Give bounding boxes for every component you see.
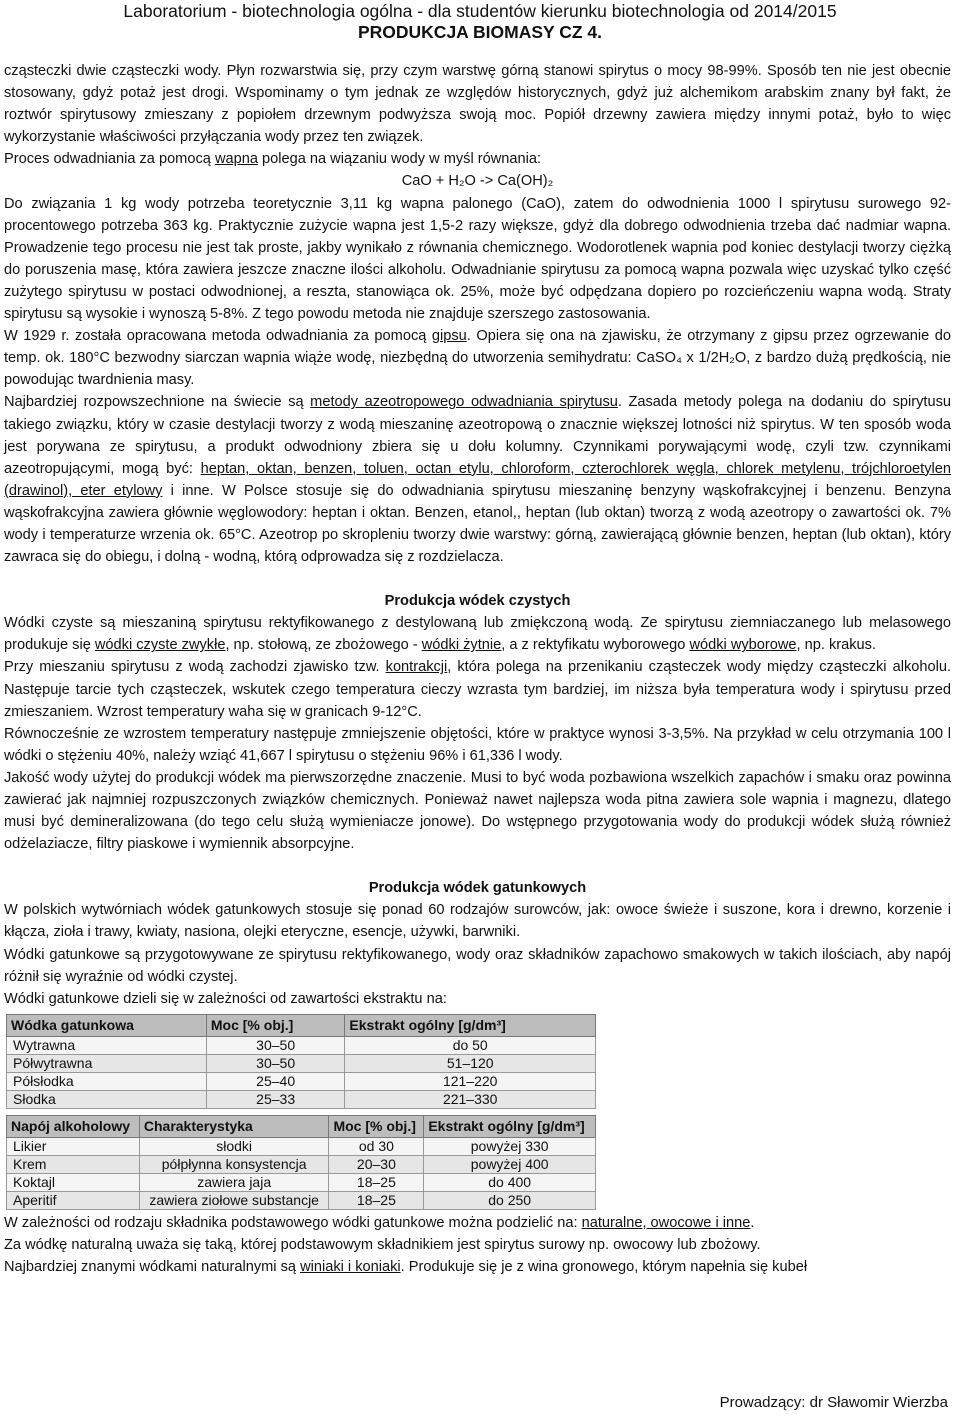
paragraph-gypsum xyxy=(4,325,951,391)
link-wodki-wyborowe[interactable]: wódki wyborowe xyxy=(689,637,797,654)
table-row xyxy=(7,1090,596,1108)
paragraph-azeotropic xyxy=(4,391,951,568)
page-header xyxy=(0,0,960,43)
table-vodka-extract xyxy=(6,1014,596,1109)
paragraph-raw-materials: W polskich wytwórniach wódek gatunkowych stosuje się ponad 60 rodzajów surowców, jak: owoce świeże i suszone, kora i drewno, korzenie i kłącza, zioła i trawy, kwiaty, nasiona, olejki eteryczne, esencje, używki, barwniki. xyxy=(4,902,951,941)
table-cell: 30–50 xyxy=(206,1054,345,1072)
text-fragment: . xyxy=(750,1214,755,1231)
link-wodki-zytnie[interactable]: wódki żytnie xyxy=(421,637,502,654)
table-cell: Słodka xyxy=(7,1090,207,1108)
text-fragment: W zależności od rodzaju składnika podstawowego wódki gatunkowe można podzielić na: xyxy=(4,1214,582,1231)
table-cell: 25–33 xyxy=(206,1090,345,1108)
table-header-cell: Moc [% obj.] xyxy=(206,1014,345,1036)
table-header-cell: Napój alkoholowy xyxy=(7,1115,140,1137)
table-row xyxy=(7,1173,596,1191)
text-fragment: polega na wiązaniu wody w myśl równania: xyxy=(257,151,542,168)
text-fragment: Najbardziej znanymi wódkami naturalnymi są xyxy=(4,1259,301,1276)
link-kontrakcji[interactable]: kontrakcji xyxy=(385,659,448,676)
paragraph-lime-details: Do związania 1 kg wody potrzeba teoretycznie 3,11 kg wapna palonego (CaO), zatem do odwodnienia 1000 l spirytusu surowego 92-procentowego potrzeba 363 kg. Praktycznie zużycie wapna jest 1,5-2 razy większe, gdyż dla dobrego odwodnienia trzeba dać nadmiar wapna. Prowadzenie tego procesu nie jest tak proste, jakby wynikało z równania chemicznego. Wodorotlenek wapnia pod koniec destylacji tworzy ciężką do poruszenia masę, która zawiera jeszcze znaczne ilości alkoholu. Odwadnianie spirytusu za pomocą wapna pozwala więc uzyskać tylko część zużytego spirytusu w postaci odwodnionej, a reszta, stanowiąca ok. 25%, może być odpędzana dopiero po rozcieńczeniu wapna wodą. Straty spirytusu są wysokie i wynoszą 5-8%. Z tego powodu metoda nie znajduje szerszego zastosowania. xyxy=(4,195,951,323)
table-cell: powyżej 330 xyxy=(424,1137,596,1155)
table-row xyxy=(7,1054,596,1072)
paragraph-preparation: Wódki gatunkowe są przygotowywane ze spirytusu rektyfikowanego, wody oraz składników zapachowo smakowych w takich ilościach, aby napój różnił się wyraźnie od wódki czystej. xyxy=(4,946,951,985)
table-header-row xyxy=(7,1115,596,1137)
text-fragment: Proces odwadniania za pomocą xyxy=(4,151,215,168)
spacer xyxy=(4,568,951,590)
paragraph-brandy xyxy=(4,1256,951,1278)
paragraph-lime-intro xyxy=(4,148,951,170)
table-cell: 221–330 xyxy=(345,1090,596,1108)
table-cell: 30–50 xyxy=(206,1036,345,1054)
table-cell: 25–40 xyxy=(206,1072,345,1090)
table-cell: 18–25 xyxy=(329,1173,424,1191)
section-title-pure-vodka: Produkcja wódek czystych xyxy=(384,593,571,610)
table-cell: półpłynna konsystencja xyxy=(139,1155,329,1173)
chemical-equation: CaO + H₂O -> Ca(OH)₂ xyxy=(401,173,554,190)
table-cell: Półwytrawna xyxy=(7,1054,207,1072)
table-cell: zawiera ziołowe substancje xyxy=(139,1191,329,1209)
table-header-row xyxy=(7,1014,596,1036)
text-fragment: Najbardziej rozpowszechnione na świecie są xyxy=(4,394,311,411)
table-header-cell: Ekstrakt ogólny [g/dm³] xyxy=(424,1115,596,1137)
text-fragment: . Zasada metody polega na dodaniu do spirytusu takiego związku, który w czasie destylacji tworzy z wodą mieszaninę azeotropową o znacznie większej lotności niż spirytus. W ten sposób woda jest porywana ze spirytusu, a produkt odwodniony zbiera się u dołu kolumny. Czynnikami porywającymi wodę, czyli tzw. czynnikami azeotropującymi, mogą być: xyxy=(4,394,951,477)
table-row xyxy=(7,1036,596,1054)
header-topic-title: PRODUKCJA BIOMASY CZ 4. xyxy=(357,22,603,42)
page-footer-author: Prowadzący: dr Sławomir Wierzba xyxy=(719,1394,948,1411)
text-fragment: , np. krakus. xyxy=(796,637,877,654)
table-cell: 20–30 xyxy=(329,1155,424,1173)
table-cell: Koktajl xyxy=(7,1173,140,1191)
link-wapna[interactable]: wapna xyxy=(214,151,258,168)
link-wodki-czyste-zwykle[interactable]: wódki czyste zwykłe xyxy=(94,637,226,654)
table-cell: Aperitif xyxy=(7,1191,140,1209)
table-row xyxy=(7,1191,596,1209)
table-cell: do 250 xyxy=(424,1191,596,1209)
document-body xyxy=(4,60,951,1278)
table-cell: Półsłodka xyxy=(7,1072,207,1090)
paragraph-vodka-types xyxy=(4,1212,951,1234)
text-fragment: , np. stołową, ze zbożowego - xyxy=(225,637,422,654)
text-fragment: , która polega na przenikaniu cząsteczek wody między cząsteczki alkoholu. Następuje tarcie tych cząsteczek, wskutek czego temperatura cieczy wzrasta tym bardziej, im niższa była temperatura wody i spirytusu przed zmieszaniem. Wzrost temperatury waha się w granicach 9-12°C. xyxy=(4,659,951,720)
table-cell: zawiera jaja xyxy=(139,1173,329,1191)
table-row xyxy=(7,1072,596,1090)
table-row xyxy=(7,1137,596,1155)
text-fragment: , a z rektyfikatu wyborowego xyxy=(501,637,690,654)
section-title-flavoured-vodka: Produkcja wódek gatunkowych xyxy=(368,880,587,897)
table-cell: 18–25 xyxy=(329,1191,424,1209)
table-cell: do 400 xyxy=(424,1173,596,1191)
table-cell: Krem xyxy=(7,1155,140,1173)
text-fragment: Wódki czyste są mieszaniną spirytusu rektyfikowanego z destylowaną lub zmiękczoną wodą. Ze spirytusu ziemniaczanego lub melasowego produkuje się xyxy=(4,615,951,654)
text-fragment: W 1929 r. została opracowana metoda odwadniania za pomocą xyxy=(4,328,432,345)
text-fragment: Przy mieszaniu spirytusu z wodą zachodzi zjawisko tzw. xyxy=(4,659,386,676)
table-header-cell: Wódka gatunkowa xyxy=(7,1014,207,1036)
table-row xyxy=(7,1155,596,1173)
paragraph-potash: cząsteczki dwie cząsteczki wody. Płyn rozwarstwia się, przy czym warstwę górną stanowi spirytus o mocy 98-99%. Sposób ten nie jest obecnie stosowany, gdyż potaż jest drogi. Wspominamy o tym jednak ze względów historycznych, gdyż już alchemikom arabskim znany był fakt, że roztwór spirytusowy zmieszany z popiołem drzewnym podwyższa swoją moc. Popiół drzewny zawiera między innymi potaż, było to więc wykorzystanie właściwości przyłączania wody przez ten związek. xyxy=(4,63,951,146)
table-cell: powyżej 400 xyxy=(424,1155,596,1173)
table-header-cell: Charakterystyka xyxy=(139,1115,329,1137)
text-fragment: i inne. W Polsce stosuje się do odwadniania spirytusu mieszaninę benzyny wąskofrakcyjnej i benzenu. Benzyna wąskofrakcyjna zawiera głównie węglowodory: heptan i oktan. Benzen, etanol,, heptan (lub oktan) tworzą z wodą azeotropy o zawartości ok. 7% wody i temperaturze wrzenia ok. 65°C. Azeotrop po skropleniu tworzy dwie warstwy: górną, zawierającą głównie benzen, heptan (lub oktan), który zawraca się do obiegu, i dolną - wodną, którą odprowadza się z rozdzielacza. xyxy=(4,482,951,566)
table-cell: 121–220 xyxy=(345,1072,596,1090)
paragraph-volume-reduction: Równocześnie ze wzrostem temperatury następuje zmniejszenie objętości, które w praktyce wynosi 3-3,5%. Na przykład w celu otrzymania 100 l wódki o stężeniu 40%, należy wziąć 41,667 l spirytusu o stężeniu 96% i 61,336 l wody. xyxy=(4,725,951,764)
table-cell: od 30 xyxy=(329,1137,424,1155)
table-cell: Likier xyxy=(7,1137,140,1155)
paragraph-contraction xyxy=(4,656,951,722)
link-gipsu[interactable]: gipsu xyxy=(431,328,467,345)
paragraph-water-quality: Jakość wody użytej do produkcji wódek ma pierwszorzędne znaczenie. Musi to być woda pozbawiona wszelkich zapachów i smaku oraz powinna zawierać jak najmniej rozpuszczonych związków chemicznych. Ponieważ nawet najlepsza woda pitna zawiera sole wapnia i magnezu, dlatego musi być demineralizowana (do tego celu służą wymieniacze jonowe). Do wstępnego przygotowania wody do produkcji wódek służą również odżelaziacze, filtry piaskowe i wymiennik absorpcyjne. xyxy=(4,769,951,853)
link-winiaki-koniaki[interactable]: winiaki i koniaki xyxy=(300,1259,401,1276)
paragraph-pure-vodka xyxy=(4,612,951,656)
table-cell: 51–120 xyxy=(345,1054,596,1072)
table-header-cell: Moc [% obj.] xyxy=(329,1115,424,1137)
link-azeotropic-methods[interactable]: metody azeotropowego odwadniania spirytusu xyxy=(310,394,618,411)
spacer xyxy=(4,855,951,877)
table-cell: Wytrawna xyxy=(7,1036,207,1054)
link-azeotropic-agents[interactable]: heptan, oktan, benzen, toluen, octan etylu, chloroform, czterochlorek węgla, chlorek metylenu, trójchloroetylen (drawinol), eter etylowy xyxy=(4,460,952,499)
paragraph-natural-vodka: Za wódkę naturalną uważa się taką, której podstawowym składnikiem jest spirytus surowy np. owocowy lub zbożowy. xyxy=(4,1236,761,1253)
table-cell: do 50 xyxy=(345,1036,596,1054)
table-cell: słodki xyxy=(139,1137,329,1155)
paragraph-classification: Wódki gatunkowe dzieli się w zależności od zawartości ekstraktu na: xyxy=(4,990,447,1007)
header-course-title: Laboratorium - biotechnologia ogólna - dla studentów kierunku biotechnologia od 2014/2015 xyxy=(123,1,837,21)
table-header-cell: Ekstrakt ogólny [g/dm³] xyxy=(345,1014,596,1036)
link-naturalne-owocowe-inne[interactable]: naturalne, owocowe i inne xyxy=(581,1214,751,1231)
text-fragment: . Produkuje się je z wina gronowego, którym napełnia się kubeł xyxy=(400,1259,808,1276)
table-alcoholic-drinks xyxy=(6,1115,596,1210)
text-fragment: . Opiera się ona na zjawisku, że otrzymany z gipsu przez ogrzewanie do temp. ok. 180°C bezwodny siarczan wapnia wiąże wodę, niezbędną do utworzenia semihydratu: CaSO₄ x 1/2H₂O, z bardzo dużą prędkością, nie powodując twardnienia masy. xyxy=(4,328,951,389)
